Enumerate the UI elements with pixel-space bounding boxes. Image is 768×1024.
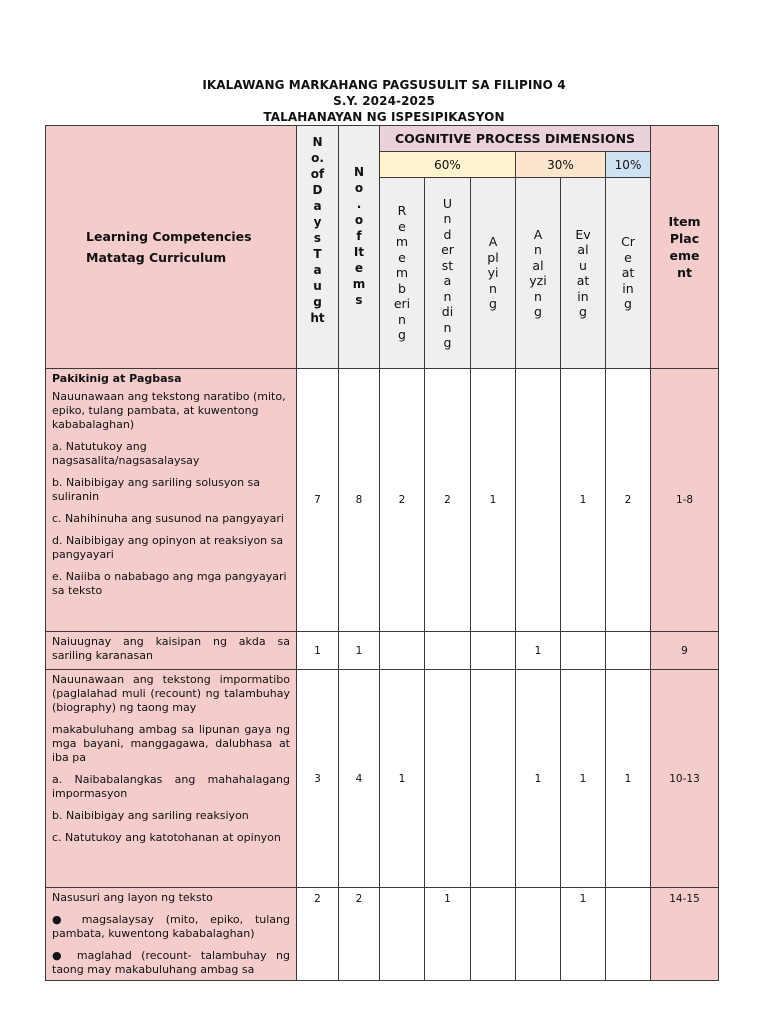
- section-subheading: Pakikinig at Pagbasa: [52, 372, 182, 385]
- analyzing-cell: [516, 888, 561, 981]
- days-taught-fragment: s: [313, 231, 322, 245]
- items-cell: 2: [339, 888, 380, 981]
- competency-text: a. Natutukoy ang nagsasalita/nagsasalaysay: [52, 440, 200, 467]
- creating-cell: 2: [606, 369, 651, 632]
- items-cell: 8: [339, 369, 380, 632]
- remembering-fragment: eri: [393, 296, 411, 312]
- remembering-cell: 1: [380, 670, 425, 888]
- evaluating-cell: 1: [561, 888, 606, 981]
- days-taught-fragment: y: [313, 215, 322, 229]
- creating-fragment: e: [624, 249, 632, 265]
- item-placement-fragment: nt: [677, 265, 692, 280]
- tos-table: [45, 125, 719, 981]
- days-taught-fragment: of: [310, 167, 325, 181]
- applying-cell: [471, 632, 516, 670]
- remembering-cell: [380, 632, 425, 670]
- applying-fragment: A: [488, 234, 498, 250]
- competency-cell: [46, 670, 297, 888]
- days-taught-fragment: g: [313, 295, 322, 309]
- pct-10-header: 10%: [606, 152, 651, 178]
- table-title: TALAHANAYAN NG ISPESIPIKASYON: [263, 110, 505, 124]
- no-of-items-fragment: o: [354, 181, 364, 195]
- understanding-fragment: di: [441, 304, 454, 319]
- days-taught-fragment: T: [313, 247, 322, 261]
- applying-cell: 1: [471, 369, 516, 632]
- competency-text: e. Naiiba o nababago ang mga pangyayari sa teksto: [52, 570, 287, 597]
- evaluating-fragment: al: [577, 242, 589, 257]
- analyzing-cell: [516, 369, 561, 632]
- evaluating-cell: 1: [561, 369, 606, 632]
- no-of-items-fragment: s: [355, 293, 363, 307]
- remembering-fragment: m: [395, 265, 409, 281]
- days-taught-fragment: u: [313, 279, 322, 293]
- creating-cell: [606, 888, 651, 981]
- analyzing-header: [516, 178, 561, 369]
- competency-text: Nasusuri ang layon ng teksto: [52, 891, 213, 904]
- placement-cell: 9: [651, 632, 719, 670]
- applying-fragment: pl: [487, 249, 499, 265]
- analyzing-cell: 1: [516, 670, 561, 888]
- understanding-fragment: n: [443, 319, 452, 335]
- applying-header: [471, 178, 516, 369]
- learning-competencies-label: Learning Competencies: [86, 229, 252, 244]
- competency-cell: [46, 888, 297, 981]
- school-year: S.Y. 2024-2025: [333, 94, 435, 108]
- creating-fragment: Cr: [621, 234, 635, 250]
- days-taught-fragment: ht: [310, 311, 325, 325]
- item-placement-fragment: Item: [668, 214, 701, 229]
- evaluating-cell: [561, 632, 606, 670]
- table-row: [46, 369, 719, 632]
- evaluating-fragment: in: [577, 288, 589, 304]
- remembering-fragment: R: [397, 203, 407, 219]
- understanding-fragment: g: [443, 335, 452, 350]
- creating-fragment: at: [621, 265, 635, 281]
- remembering-fragment: n: [398, 311, 406, 327]
- days-taught-fragment: N: [312, 135, 323, 149]
- competency-text: Nauunawaan ang tekstong naratibo (mito, epiko, tulang pambata, at kuwentong kababalaghan): [52, 390, 286, 431]
- understanding-header: [425, 178, 471, 369]
- items-cell: 1: [339, 632, 380, 670]
- creating-header: [606, 178, 651, 369]
- days-taught-header: [297, 126, 339, 369]
- days-taught-fragment: o.: [311, 151, 324, 165]
- evaluating-cell: 1: [561, 670, 606, 888]
- competency-text: ● maglahad (recount- talambuhay ng taong may makabuluhang ambag sa: [52, 949, 290, 976]
- document-titles: [0, 77, 768, 125]
- learning-competencies-header: [46, 126, 297, 369]
- understanding-fragment: d: [443, 226, 452, 242]
- no-of-items-fragment: N: [353, 165, 365, 179]
- understanding-fragment: n: [443, 288, 452, 304]
- days-cell: 3: [297, 670, 339, 888]
- remembering-fragment: e: [398, 249, 406, 265]
- applying-cell: [471, 670, 516, 888]
- evaluating-fragment: u: [579, 257, 587, 273]
- creating-cell: [606, 632, 651, 670]
- analyzing-fragment: g: [534, 304, 542, 319]
- understanding-cell: 1: [425, 888, 471, 981]
- days-cell: 7: [297, 369, 339, 632]
- placement-cell: 14-15: [651, 888, 719, 981]
- items-cell: 4: [339, 670, 380, 888]
- understanding-fragment: st: [441, 257, 454, 273]
- evaluating-fragment: Ev: [575, 226, 591, 242]
- remembering-fragment: e: [398, 218, 406, 234]
- days-cell: 2: [297, 888, 339, 981]
- table-row: [46, 632, 719, 670]
- analyzing-cell: 1: [516, 632, 561, 670]
- analyzing-fragment: al: [532, 257, 544, 273]
- pct-60-header: 60%: [380, 152, 516, 178]
- competency-text: c. Natutukoy ang katotohanan at opinyon: [52, 831, 281, 844]
- days-taught-fragment: D: [312, 183, 323, 197]
- remembering-fragment: b: [398, 280, 406, 296]
- understanding-fragment: n: [443, 211, 452, 226]
- competency-text: c. Nahihinuha ang susunod na pangyayari: [52, 512, 284, 525]
- table-row: [46, 888, 719, 981]
- placement-cell: 10-13: [651, 670, 719, 888]
- item-placement-fragment: eme: [669, 248, 700, 263]
- no-of-items-header: [339, 126, 380, 369]
- remembering-cell: [380, 888, 425, 981]
- evaluating-fragment: g: [579, 304, 587, 319]
- cognitive-process-header: COGNITIVE PROCESS DIMENSIONS: [380, 126, 651, 152]
- no-of-items-fragment: o: [354, 213, 364, 227]
- understanding-cell: [425, 670, 471, 888]
- remembering-header: [380, 178, 425, 369]
- competency-text: Naiuugnay ang kaisipan ng akda sa sariling karanasan: [52, 635, 290, 662]
- remembering-fragment: g: [398, 327, 406, 343]
- analyzing-fragment: n: [534, 242, 542, 257]
- understanding-fragment: U: [442, 195, 453, 211]
- applying-cell: [471, 888, 516, 981]
- exam-title: IKALAWANG MARKAHANG PAGSUSULIT SA FILIPINO 4: [202, 78, 566, 92]
- competency-text: ● magsalaysay (mito, epiko, tulang pambata, kuwentong kababalaghan): [52, 913, 290, 940]
- no-of-items-fragment: It: [353, 245, 365, 259]
- applying-fragment: g: [489, 296, 497, 312]
- pct-30-header: 30%: [516, 152, 606, 178]
- competency-text: Nauunawaan ang tekstong impormatibo (paglalahad muli (recount) ng talambuhay (biography) ng taong may: [52, 673, 290, 714]
- evaluating-header: [561, 178, 606, 369]
- creating-fragment: g: [624, 296, 632, 312]
- understanding-cell: 2: [425, 369, 471, 632]
- days-cell: 1: [297, 632, 339, 670]
- no-of-items-fragment: m: [352, 277, 366, 291]
- no-of-items-fragment: e: [354, 261, 364, 275]
- understanding-cell: [425, 632, 471, 670]
- table-row: [46, 670, 719, 888]
- no-of-items-fragment: f: [356, 229, 362, 243]
- days-taught-fragment: a: [313, 199, 322, 213]
- creating-fragment: in: [622, 280, 634, 296]
- understanding-fragment: er: [441, 242, 454, 257]
- competency-text: d. Naibibigay ang opinyon at reaksiyon sa pangyayari: [52, 534, 284, 561]
- applying-fragment: yi: [487, 265, 499, 281]
- item-placement-header: [651, 126, 719, 369]
- competency-cell: [46, 632, 297, 670]
- item-placement-fragment: Plac: [669, 231, 700, 246]
- matatag-curriculum-label: Matatag Curriculum: [86, 250, 227, 265]
- analyzing-fragment: yzi: [529, 273, 547, 288]
- understanding-fragment: a: [443, 273, 452, 288]
- competency-text: b. Naibibigay ang sariling reaksiyon: [52, 809, 249, 822]
- remembering-cell: 2: [380, 369, 425, 632]
- competency-text: a. Naibabalangkas ang mahahalagang impormasyon: [52, 773, 290, 800]
- days-taught-fragment: a: [313, 263, 322, 277]
- no-of-items-fragment: .: [356, 197, 362, 211]
- competency-cell: [46, 369, 297, 632]
- competency-text: b. Naibibigay ang sariling solusyon sa suliranin: [52, 476, 261, 503]
- evaluating-fragment: at: [576, 273, 590, 288]
- analyzing-fragment: A: [533, 226, 543, 242]
- applying-fragment: n: [489, 280, 497, 296]
- creating-cell: 1: [606, 670, 651, 888]
- analyzing-fragment: n: [534, 288, 542, 304]
- placement-cell: 1-8: [651, 369, 719, 632]
- competency-text: makabuluhang ambag sa lipunan gaya ng mga bayani, manggagawa, dalubhasa at iba pa: [52, 723, 290, 764]
- remembering-fragment: m: [395, 234, 409, 250]
